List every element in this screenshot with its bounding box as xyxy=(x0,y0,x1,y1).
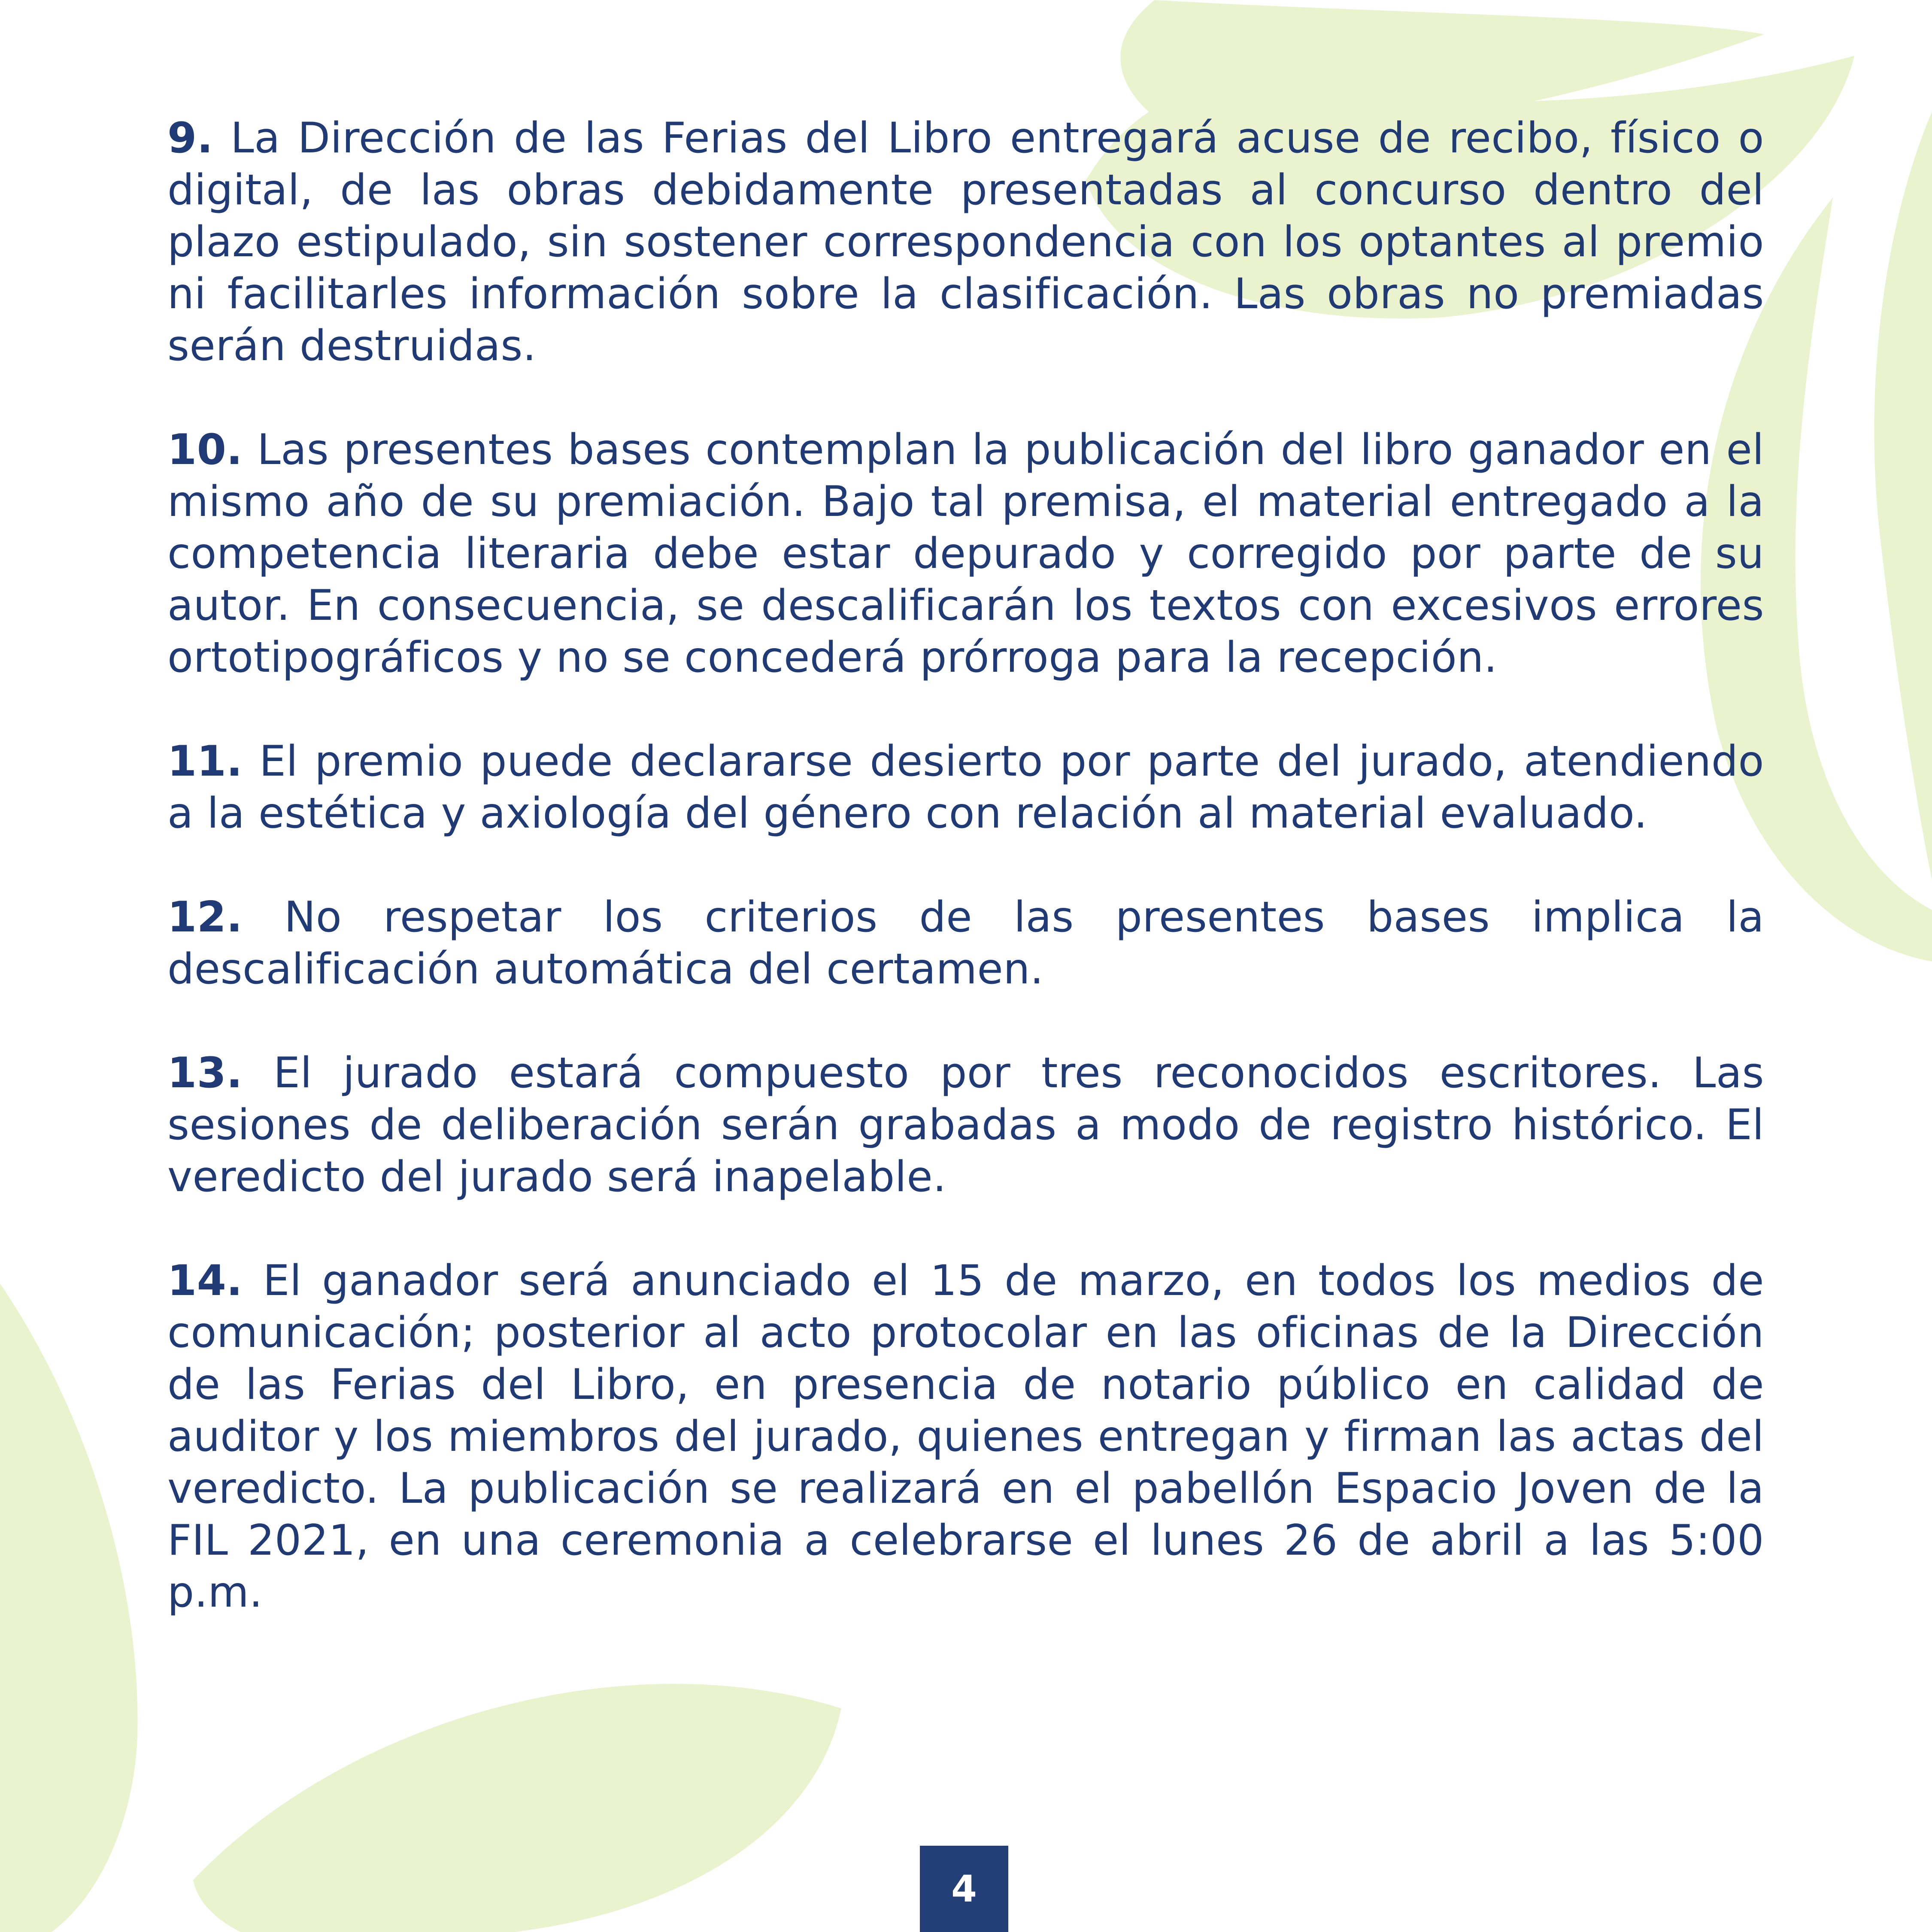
leaf-shape-left xyxy=(0,1283,138,1932)
rule-number: 10. xyxy=(167,425,243,474)
rule-text: El jurado estará compuesto por tres reconocidos escritores. Las sesiones de deliberación serán grabadas a modo de registro histórico. El veredicto del jurado será inapelable. xyxy=(167,1049,1764,1201)
rule-item-11 xyxy=(167,736,1764,840)
rules-list xyxy=(167,112,1764,1619)
rule-number: 9. xyxy=(167,114,213,163)
rule-item-9 xyxy=(167,112,1764,372)
rule-item-10 xyxy=(167,424,1764,684)
rule-item-12 xyxy=(167,892,1764,995)
rule-number: 12. xyxy=(167,893,243,942)
page-number-badge: 4 xyxy=(920,1846,1008,1932)
rule-text: La Dirección de las Ferias del Libro entregará acuse de recibo, físico o digital, de las obras debidamente presentadas al concurso dentro del plazo estipulado, sin sostener correspondencia con los optantes al premio ni facilitarles información sobre la clasificación. Las obras no premiadas serán destruidas. xyxy=(167,114,1764,370)
rule-number: 11. xyxy=(167,737,243,786)
leaf-shape-right xyxy=(1874,112,1932,880)
rule-number: 13. xyxy=(167,1049,243,1098)
rule-text: No respetar los criterios de las presentes bases implica la descalificación automática del certamen. xyxy=(167,893,1764,994)
rule-text: El ganador será anunciado el 15 de marzo, en todos los medios de comunicación; posterior al acto protocolar en las oficinas de la Dirección de las Ferias del Libro, en presencia de notario público en calidad de auditor y los miembros del jurado, quienes entregan y firman las actas del veredicto. La publicación se realizará en el pabellón Espacio Joven de la FIL 2021, en una ceremonia a celebrarse el lunes 26 de abril a las 5:00 p.m. xyxy=(167,1256,1765,1617)
rule-number: 14. xyxy=(167,1256,243,1305)
leaf-shape-bottom xyxy=(193,1684,841,1932)
rule-item-14 xyxy=(167,1255,1764,1619)
rule-text: Las presentes bases contemplan la publicación del libro ganador en el mismo año de su premiación. Bajo tal premisa, el material entregado a la competencia literaria debe estar depurado y corregido por parte de su autor. En consecuencia, se descalificarán los textos con excesivos errores ortotipográficos y no se concederá prórroga para la recepción. xyxy=(167,425,1764,682)
rule-item-13 xyxy=(167,1047,1764,1203)
rule-text: El premio puede declararse desierto por parte del jurado, atendiendo a la estética y axiología del género con relación al material evaluado. xyxy=(167,737,1764,838)
